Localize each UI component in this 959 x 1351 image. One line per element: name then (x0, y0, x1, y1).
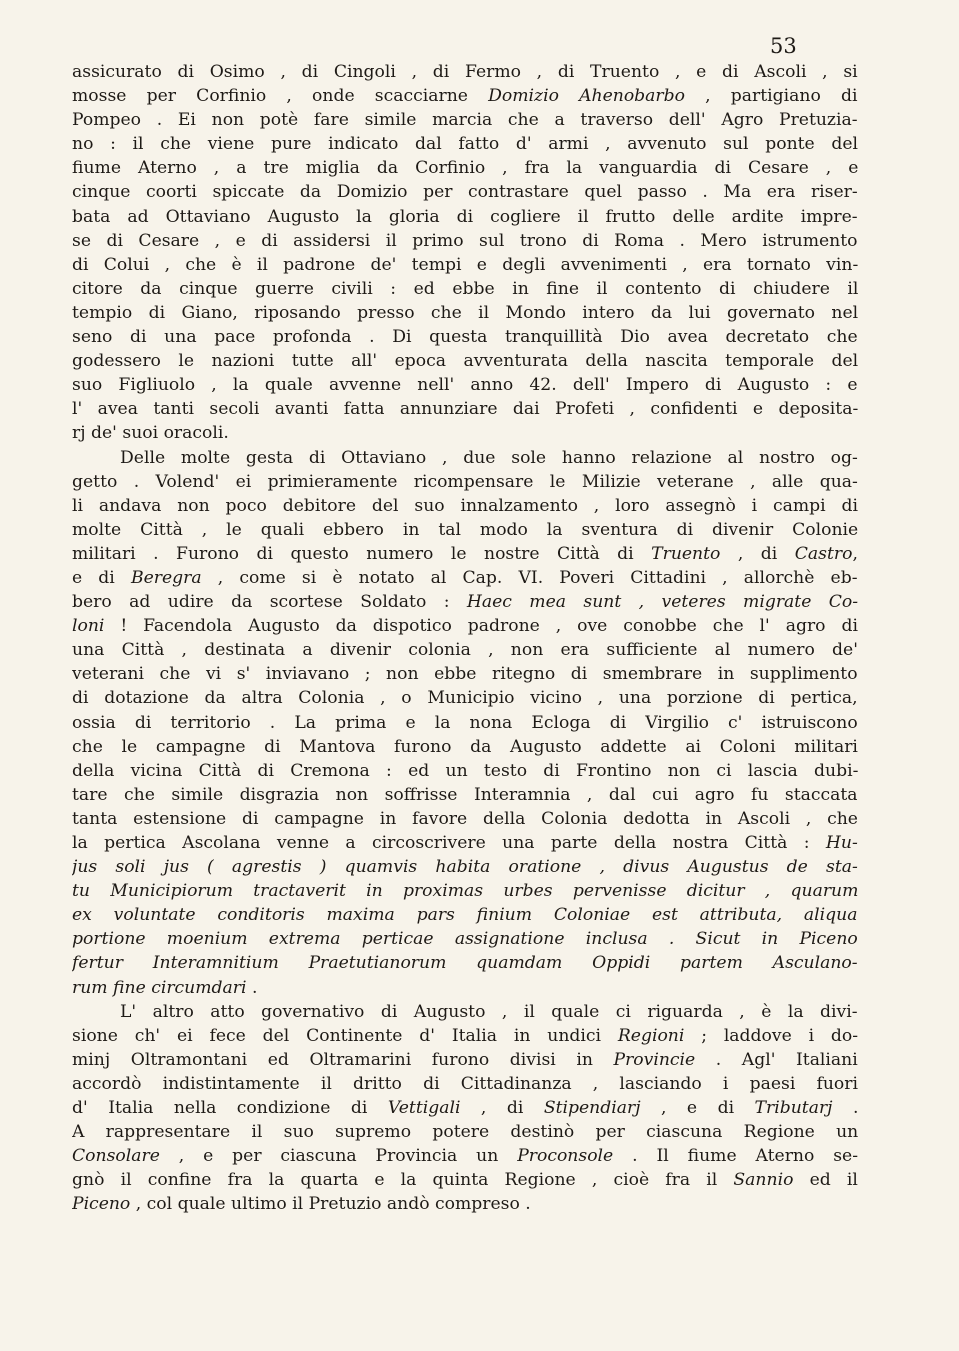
text-line (72, 373, 858, 397)
text-segment: , e per ciascuna Provincia un (159, 1146, 518, 1167)
text-line (72, 807, 858, 831)
text-segment: bero ad udire da scortese Soldato : (72, 592, 467, 613)
text-line (72, 976, 858, 1000)
text-segment: minj Oltramontani ed Oltramarini furono divisi in (72, 1049, 614, 1070)
text-line (72, 108, 858, 132)
text-line (72, 421, 858, 445)
italic-text: Domizio Ahenobarbo (488, 86, 685, 107)
text-line (72, 1000, 858, 1024)
text-segment: militari . Furono di questo numero le nostre Città di (72, 543, 652, 564)
text-line (72, 614, 858, 638)
italic-text: Truento (651, 543, 721, 564)
text-segment: di Colui , che è il padrone de' tempi e degli avvenimenti , era tornato vin- (72, 254, 858, 275)
text-segment: gnò il confine fra la quarta e la quinta Regione , cioè fra il (72, 1170, 734, 1191)
text-line (72, 397, 858, 421)
italic-text: Piceno (72, 1194, 131, 1215)
text-line (72, 783, 858, 807)
text-line (72, 686, 858, 710)
text-segment: cinque coorti spiccate da Domizio per contrastare quel passo . Ma era riser- (72, 182, 858, 203)
text-segment: rj de' suoi oracoli. (72, 423, 229, 444)
text-segment: la pertica Ascolana venne a circoscrivere una parte della nostra Città : (72, 833, 826, 853)
text-segment: , partigiano di (685, 86, 858, 107)
italic-text: Vettigali (387, 1098, 461, 1119)
text-segment: accordò indistintamente il dritto di Cittadinanza , lasciando i paesi fuori (72, 1073, 858, 1094)
paragraph (72, 446, 858, 1000)
text-segment: e di (72, 567, 131, 588)
text-line (72, 1096, 858, 1120)
text-segment: sione ch' ei fece del Continente d' Italia in undici (72, 1025, 618, 1046)
text-segment: getto . Volend' ei primieramente ricompensare le Milizie veterane , alle qua- (72, 471, 858, 492)
text-segment: A rappresentare il suo supremo potere destinò per ciascuna Regione un (72, 1122, 858, 1143)
text-line (72, 566, 858, 590)
text-line (72, 60, 858, 84)
text-segment: seno di una pace profonda . Di questa tranquillità Dio avea decretato che (72, 327, 858, 348)
text-line (72, 831, 858, 855)
text-segment: ed il (793, 1170, 858, 1191)
italic-text: Sannio (733, 1170, 794, 1191)
text-segment: molte Città , le quali ebbero in tal modo la sventura di divenir Colonie (72, 519, 858, 540)
italic-text: Castro (794, 543, 853, 564)
text-line (72, 301, 858, 325)
text-segment: Pompeo . Ei non potè fare simile marcia che a traverso dell' Agro Pretuzia- (72, 110, 858, 131)
text-line (72, 662, 858, 686)
text-segment: della vicina Città di Cremona : ed un testo di Frontino non ci lascia dubi- (72, 760, 858, 781)
italic-text: Consolare (72, 1146, 160, 1167)
text-segment: suo Figliuolo , la quale avvenne nell' anno 42. dell' Impero di Augusto : e (72, 375, 858, 396)
text-segment: , di (460, 1098, 544, 1119)
italic-text: Tributarj (754, 1098, 833, 1119)
text-segment: ossia di territorio . La prima e la nona Ecloga di Virgilio c' istruiscono (72, 712, 858, 733)
text-line (72, 903, 858, 927)
text-line (72, 735, 858, 759)
text-segment: veterani che vi s' inviavano ; non ebbe ritegno di smembrare in supplimento (72, 664, 858, 685)
text-segment: . Il fiume Aterno se- (613, 1146, 858, 1167)
text-segment: citore da cinque guerre civili : ed ebbe in fine il contento di chiudere il (72, 278, 858, 299)
text-line (72, 951, 858, 975)
body-text (72, 60, 858, 1217)
text-line (72, 180, 858, 204)
text-segment: , e di (640, 1098, 755, 1119)
text-line (72, 1120, 858, 1144)
text-line (72, 879, 858, 903)
text-segment: che le campagne di Mantova furono da Augusto addette ai Coloni militari (72, 736, 858, 757)
text-line (72, 927, 858, 951)
italic-text: fertur Interamnitium Praetutianorum quamdam Oppidi partem Asculano- (72, 953, 858, 974)
text-segment: una Città , destinata a divenir colonia , non era sufficiente al numero de' (72, 640, 858, 661)
text-line (72, 1168, 858, 1192)
text-line (72, 446, 858, 470)
text-line (72, 229, 858, 253)
italic-text: Haec mea sunt , veteres migrate Co- (466, 592, 858, 613)
italic-text: Proconsole (517, 1146, 614, 1167)
text-line (72, 711, 858, 735)
text-line (72, 1192, 858, 1216)
text-segment: godessero le nazioni tutte all' epoca avventurata della nascita temporale del (72, 351, 858, 372)
text-segment: li andava non poco debitore del suo innalzamento , loro assegnò i campi di (72, 495, 858, 516)
text-segment: L' altro atto governativo di Augusto , il quale ci riguarda , è la divi- (120, 1001, 858, 1022)
page-number: 53 (770, 34, 797, 58)
text-line (72, 759, 858, 783)
text-segment: , come si è notato al Cap. VI. Poveri Cittadini , allorchè eb- (201, 567, 858, 588)
text-segment: l' avea tanti secoli avanti fatta annunziare dai Profeti , confidenti e deposita- (72, 399, 858, 420)
text-segment: tanta estensione di campagne in favore della Colonia dedotta in Ascoli , che (72, 808, 858, 829)
text-line (72, 1048, 858, 1072)
paragraph (72, 1000, 858, 1217)
text-line (72, 1072, 858, 1096)
text-segment: se di Cesare , e di assidersi il primo sul trono di Roma . Mero istrumento (72, 230, 858, 251)
text-segment: bata ad Ottaviano Augusto la gloria di cogliere il frutto delle ardite impre- (72, 206, 858, 227)
text-segment: ; laddove i do- (684, 1025, 858, 1046)
text-line (72, 349, 858, 373)
text-segment: Delle molte gesta di Ottaviano , due sole hanno relazione al nostro og- (120, 447, 858, 468)
text-line (72, 590, 858, 614)
italic-text: tu Municipiorum tractaverit in proximas urbes pervenisse dicitur , quarum (72, 881, 858, 902)
text-line (72, 518, 858, 542)
italic-text: Stipendiarj (543, 1098, 641, 1119)
text-line (72, 277, 858, 301)
italic-text: ex voluntate conditoris maxima pars finium Coloniae est attributa, aliqua (72, 905, 858, 926)
text-segment: , col quale ultimo il Pretuzio andò compreso . (130, 1194, 531, 1215)
text-line (72, 638, 858, 662)
text-segment: ! Facendola Augusto da dispotico padrone , ove conobbe che l' agro di (104, 616, 858, 637)
italic-text: Beregra (130, 567, 202, 588)
text-line (72, 470, 858, 494)
text-line (72, 1144, 858, 1168)
text-line (72, 253, 858, 277)
text-segment: tare che simile disgrazia non soffrisse Interamnia , dal cui agro fu staccata (72, 784, 858, 805)
text-line (72, 494, 858, 518)
paragraph (72, 60, 858, 446)
text-segment: , (852, 543, 858, 564)
text-line (72, 542, 858, 566)
text-line (72, 205, 858, 229)
text-line (72, 325, 858, 349)
italic-text: loni (72, 616, 105, 637)
text-line (72, 855, 858, 879)
text-segment: fiume Aterno , a tre miglia da Corfinio , fra la vanguardia di Cesare , e (72, 158, 858, 179)
italic-text: portione moenium extrema perticae assignatione inclusa . Sicut in Piceno (72, 929, 858, 950)
text-line (72, 132, 858, 156)
text-segment: . (246, 977, 258, 998)
text-segment: di dotazione da altra Colonia , o Municipio vicino , una porzione di pertica, (72, 688, 858, 709)
text-segment: no : il che viene pure indicato dal fatto d' armi , avvenuto sul ponte del (72, 134, 858, 155)
italic-text: Hu- (825, 833, 858, 853)
text-segment: , di (720, 543, 795, 564)
text-segment: . (832, 1098, 858, 1119)
text-segment: mosse per Corfinio , onde scacciarne (72, 86, 489, 107)
text-segment: assicurato di Osimo , di Cingoli , di Fermo , di Truento , e di Ascoli , si (72, 62, 858, 82)
text-segment: tempio di Giano, riposando presso che il Mondo intero da lui governato nel (72, 302, 858, 323)
italic-text: jus soli jus ( agrestis ) quamvis habita oratione , divus Augustus de sta- (72, 857, 858, 878)
italic-text: rum fine circumdari (72, 977, 247, 998)
text-segment: d' Italia nella condizione di (72, 1098, 388, 1119)
text-line (72, 1024, 858, 1048)
italic-text: Regioni (617, 1025, 685, 1046)
italic-text: Provincie (613, 1049, 696, 1070)
text-line (72, 84, 858, 108)
text-segment: . Agl' Italiani (695, 1049, 858, 1070)
text-line (72, 156, 858, 180)
